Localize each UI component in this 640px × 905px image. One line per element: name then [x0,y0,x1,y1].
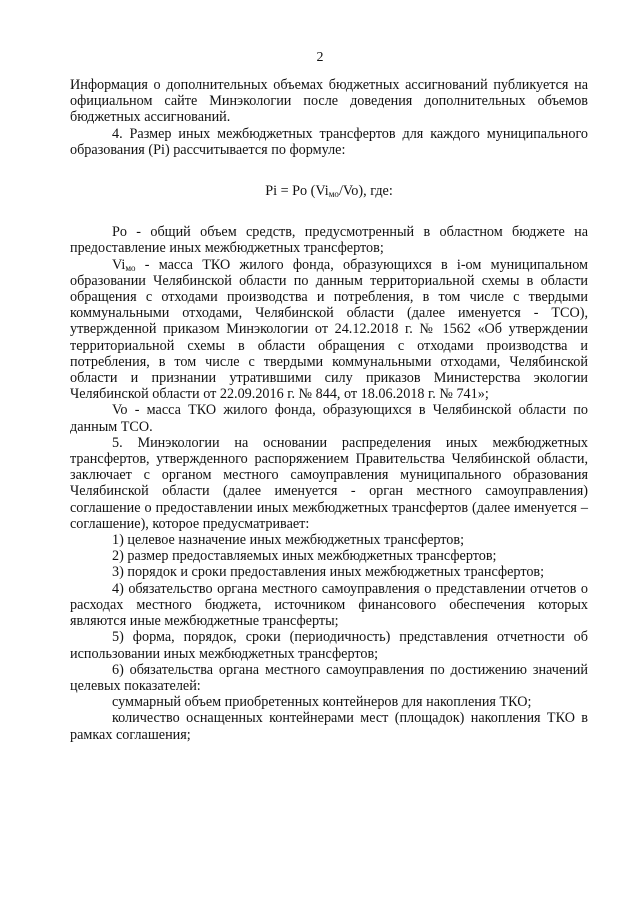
paragraph-4: 4. Размер иных межбюджетных трансфертов для каждого муниципального образования (Pi) рассчитывается по формуле: [70,125,588,158]
formula-subscript: мо [328,189,339,200]
definition-vi-symbol: Vi [112,256,126,273]
intro-paragraph: Информация о дополнительных объемах бюджетных ассигнований публикуется на официальном сайте Минэкологии после доведения дополнительных объемов бюджетных ассигнований. [70,77,588,126]
definition-vi-subscript: мо [125,262,136,273]
formula-rest: /Vo), где: [338,183,393,200]
document-body [70,77,588,743]
page-number: 2 [316,50,324,65]
list-item-1: 1) целевое назначение иных межбюджетных трансфертов; [112,532,465,549]
indicator-containers: суммарный объем приобретенных контейнеров для накопления ТКО; [112,694,532,711]
formula [70,183,588,199]
list-item-5: 5) форма, порядок, сроки (периодичность) представления отчетности об использовании иных межбюджетных трансфертов; [70,629,588,662]
list-item-6: 6) обязательства органа местного самоуправления по достижению значений целевых показателей: [70,661,588,694]
list-item-3: 3) порядок и сроки предоставления иных межбюджетных трансфертов; [112,564,545,581]
list-item-4: 4) обязательство органа местного самоуправления о представлении отчетов о расходах местного бюджета, источником финансового обеспечения которых являются иные межбюджетные трансферты; [70,580,588,630]
indicator-sites: количество оснащенных контейнерами мест (площадок) накопления ТКО в рамках соглашения; [70,710,588,743]
definition-vo: Vo - масса ТКО жилого фонда, образующихся в Челябинской области по данным ТСО. [70,402,588,435]
definition-vi-text: - масса ТКО жилого фонда, образующихся в i-ом муниципальном образовании Челябинской области по данным территориальной схемы в области обращения с отходами производства и потребления, в том числе с твердыми коммунальными отходами, Челябинской области (далее именуется - ТСО), утвержденной приказом Минэкологии от 24.12.2018 г. № 1562 «Об утверждении территориальной схемы в области обращения с отходами производства и потребления, в том числе с твердыми коммунальными отходами, Челябинской области и признании утратившими силу приказов Министерства экологии Челябинской области от 22.09.2016 г. № 844, от 18.06.2018 г. № 741»; [70,256,588,403]
list-item-2: 2) размер предоставляемых иных межбюджетных трансфертов; [112,548,497,565]
formula-lhs: Pi = Po (Vi [265,183,329,200]
definition-po: Po - общий объем средств, предусмотренный в областном бюджете на предоставление иных межбюджетных трансфертов; [70,224,588,257]
paragraph-5: 5. Минэкологии на основании распределения иных межбюджетных трансфертов, утвержденного распоряжением Правительства Челябинской области, заключает с органом местного самоуправления муниципального образования Челябинской области (далее именуется - орган местного самоуправления) соглашение о предоставлении иных межбюджетных трансфертов (далее именуется – соглашение), которое предусматривает: [70,434,588,532]
definition-vi [70,257,588,403]
